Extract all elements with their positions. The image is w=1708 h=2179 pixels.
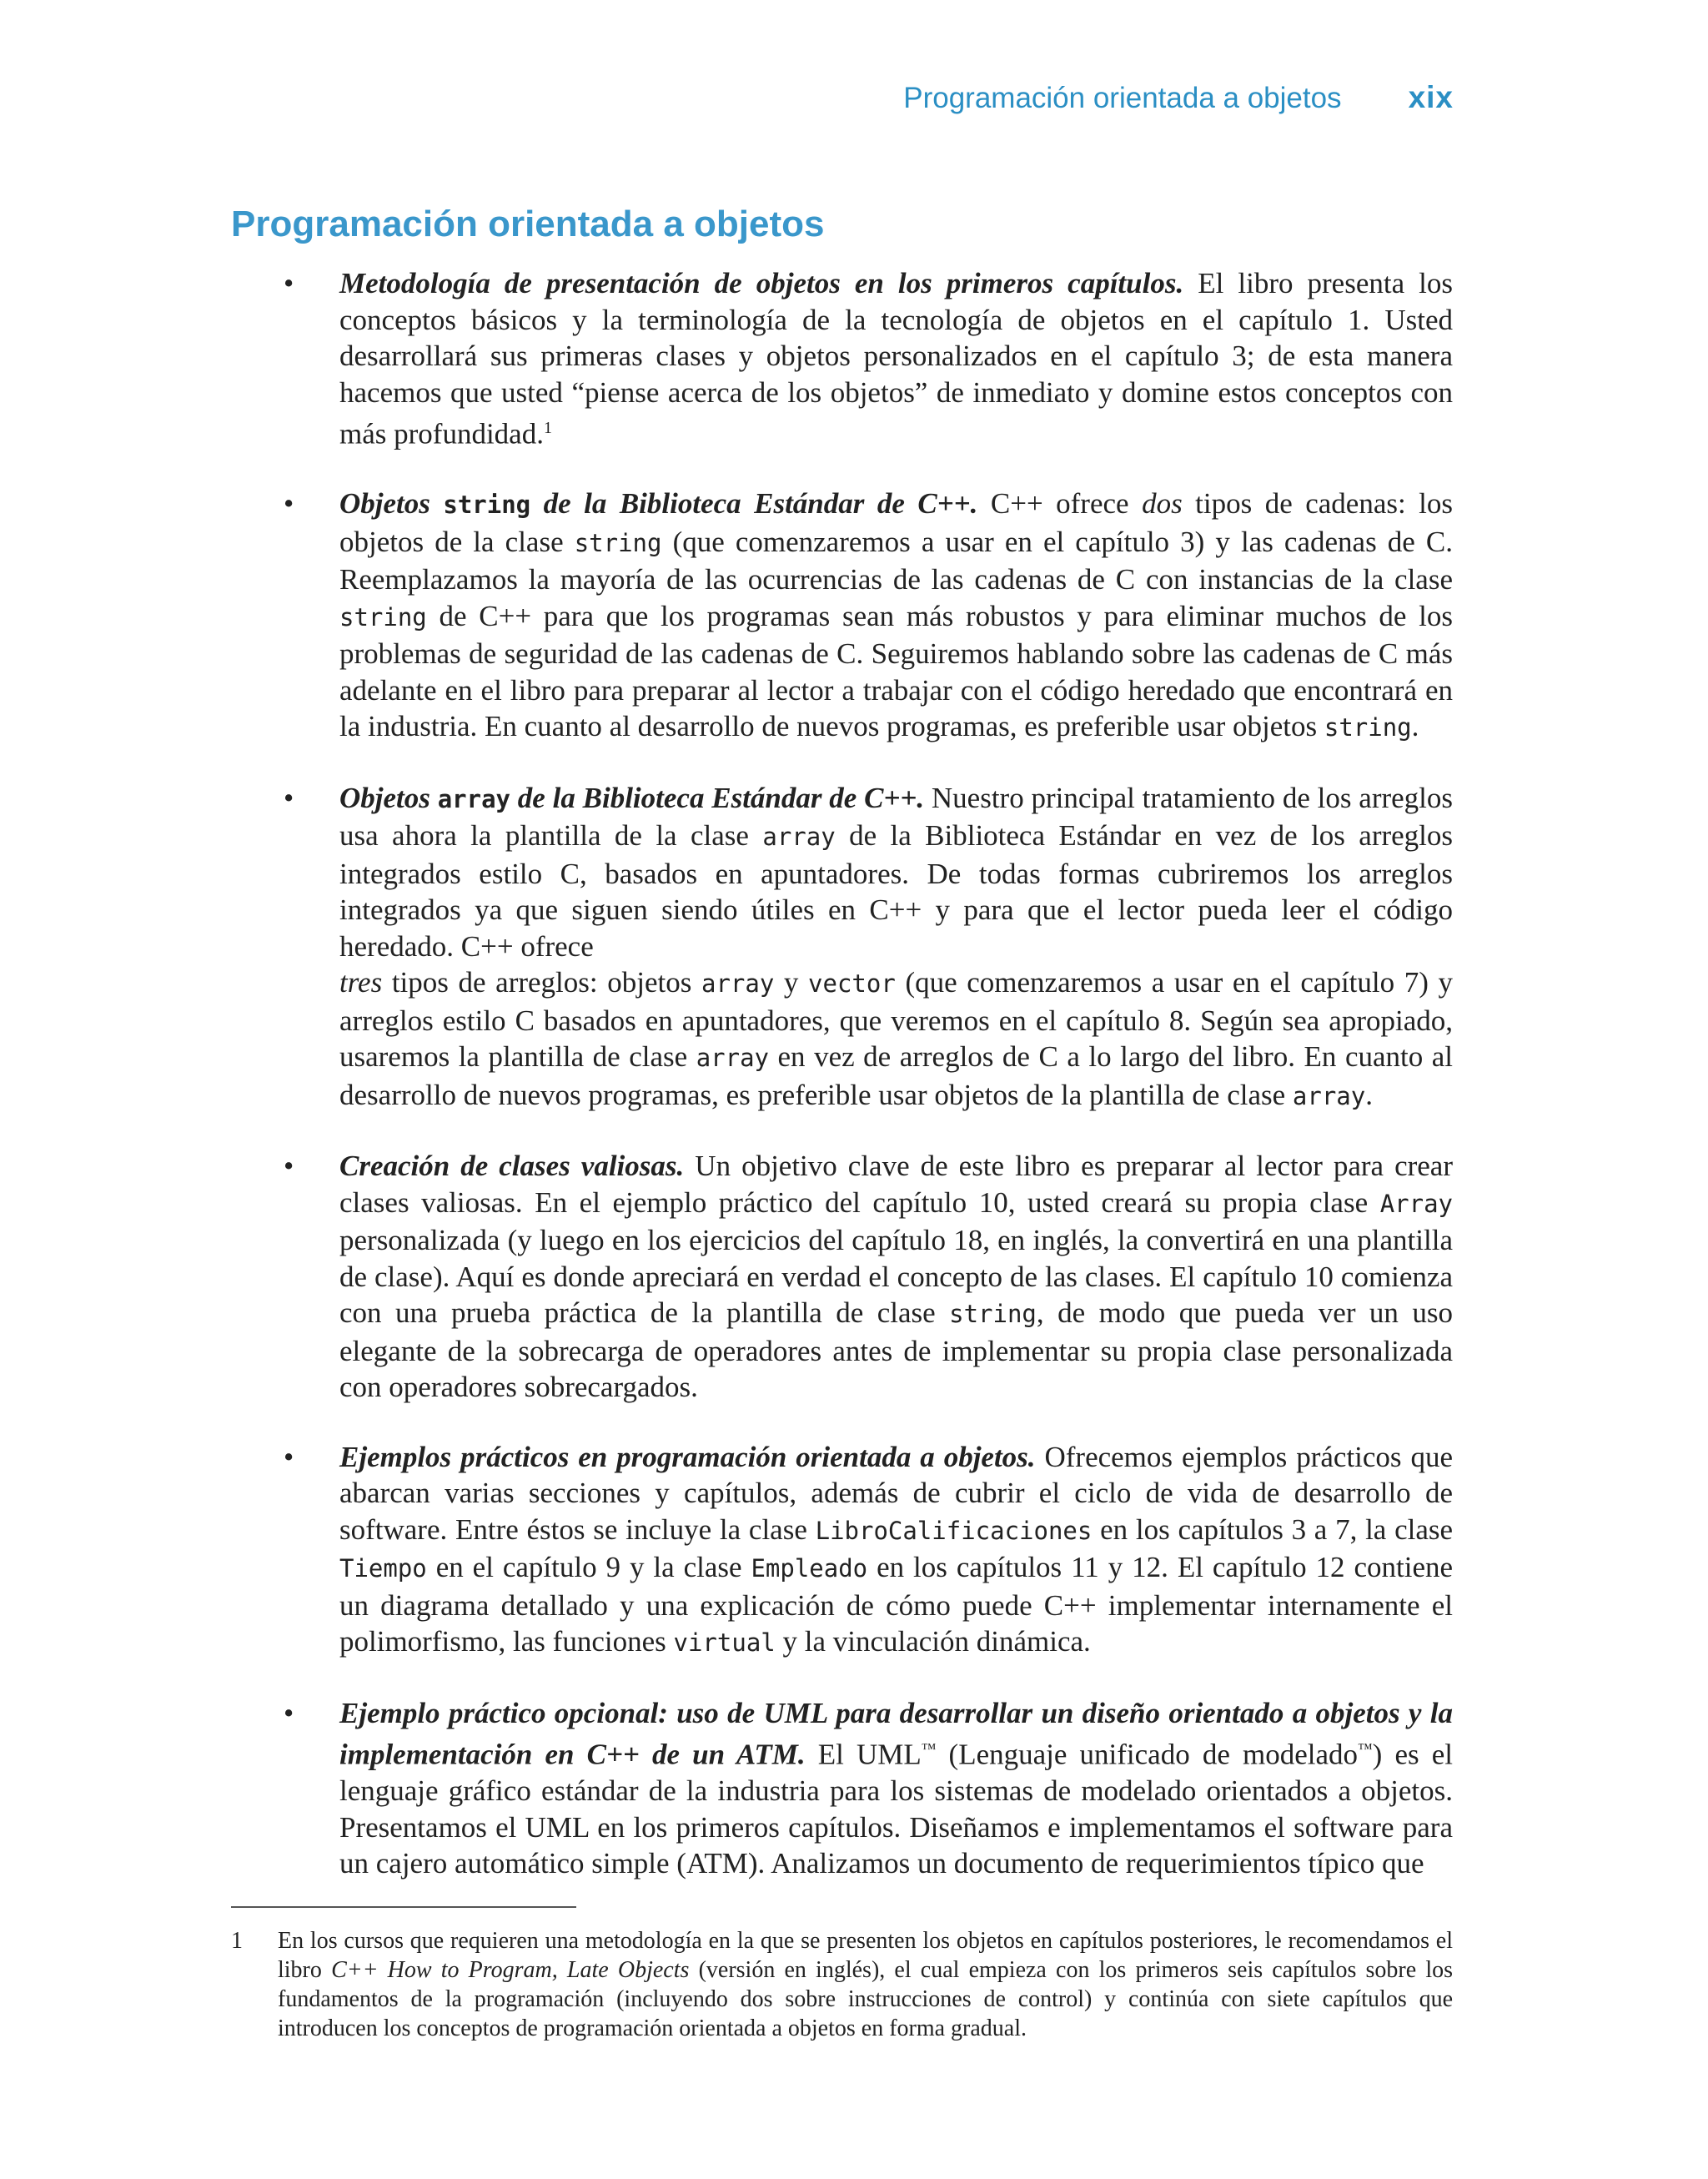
body-text: de la Biblioteca Estándar en vez de los arreglos integrados estilo C, basados en apuntadores. De todas formas cubriremos los arreglos integrados ya que siguen siendo útiles en C++ y para que el lector pueda leer el código heredado. C++ ofrece (339, 819, 1454, 963)
bullet-icon: • (284, 1150, 294, 1183)
footnote-reference[interactable]: 1 (543, 419, 552, 437)
body-text: en los capítulos 11 y 12. El capítulo 12 contiene un diagrama detallado y una explicación de cómo puede C++ implementar internamente el polimorfismo, las funciones (339, 1551, 1454, 1658)
inline-code: string (949, 1300, 1037, 1329)
footnote-body: En los cursos que requieren una metodología en la que se presenten los objetos en capítulos posteriores, le recomendamos el libro (278, 1928, 1453, 1983)
body-text: y la vinculación dinámica. (782, 1625, 1091, 1658)
lead-text: de la Biblioteca Estándar de C++. (543, 487, 978, 521)
footnote (231, 1926, 1453, 2043)
body-text: personalizada (y luego en los ejercicios del capítulo 18, en inglés, la convertirá en una plantilla de clase). Aquí es donde apreciará en verdad el concepto de las clases. El capítulo 10 comienza con una prueba práctica de la plantilla de clase (339, 1224, 1453, 1330)
body-text: en vez de arreglos de C a lo largo del libro. En cuanto al desarrollo de nuevos programas, es preferible usar objetos de la plantilla de clase (339, 1040, 1454, 1111)
footnote-body: (versión en inglés), el cual empieza con los primeros seis capítulos sobre los fundamentos de la programación (incluyendo dos sobre instrucciones de control) y continúa con siete capítulos que introducen los conceptos de programación orientada a objetos en forma gradual. (278, 1957, 1454, 2041)
list-item-valuable-classes (284, 1148, 1453, 1406)
body-text: , de modo que pueda ver un uso elegante de la sobrecarga de operadores antes de implementar su propia clase personalizada con operadores sobrecargados. (339, 1296, 1453, 1404)
inline-code: array (696, 1044, 769, 1073)
inline-code: vector (808, 969, 896, 999)
footnote-text (278, 1926, 1453, 2043)
inline-code: LibroCalificaciones (815, 1516, 1093, 1545)
book-title: C++ How to Program, Late Objects (331, 1957, 690, 1983)
list-item-lead: Ejemplo práctico opcional: uso de UML para desarrollar un diseño orientado a objetos y la implementación en C++ de un ATM. (339, 1696, 1453, 1771)
inline-code: Empleado (751, 1554, 868, 1583)
body-text: tipos de arreglos: objetos (391, 966, 692, 999)
trademark-symbol: ™ (1358, 1740, 1373, 1758)
body-text: ) es el lenguaje gráfico estándar de la industria para los sistemas de modelado orientados a objetos. Presentamos el UML en los primeros capítulos. Diseñamos e implementamos el software para un cajero automático simple (ATM). Analizamos un documento de requerimientos típico que (339, 1738, 1454, 1880)
lead-code: string (443, 491, 531, 520)
bullet-icon: • (284, 1696, 294, 1729)
body-text: tipos de cadenas: los objetos de la clase (339, 487, 1454, 558)
inline-code: Array (1379, 1189, 1454, 1218)
list-item-body: El libro presenta los conceptos básicos y la terminología de la tecnología de objetos en el capítulo 1. Usted desarrollará sus primeras clases y objetos personalizados en el capítulo 3; de esta manera hacemos que usted “piense acerca de los objetos” de inmediato y domine estos conceptos con más profundidad. (339, 267, 1453, 450)
bullet-icon: • (284, 487, 294, 521)
body-text: C++ ofrece (990, 487, 1129, 521)
list-item-object-methodology (284, 265, 1453, 452)
body-text: (que comenzaremos a usar en el capítulo 7) y arreglos estilo C basados en apuntadores, que veremos en el capítulo 8. Según sea apropiado, usaremos la plantilla de clase (339, 966, 1454, 1074)
section-title: Programación orientada a objetos (231, 204, 825, 244)
emphasis-text: tres (339, 966, 383, 999)
list-item-lead: Ejemplos prácticos en programación orientada a objetos. (339, 1440, 1036, 1473)
lead-text: Objetos (339, 781, 430, 814)
body-text: y (783, 966, 799, 999)
inline-code: array (1292, 1081, 1366, 1110)
body-text: (que comenzaremos a usar en el capítulo 3) y las cadenas de C. Reemplazamos la mayoría de las ocurrencias de las cadenas de C con instancias de la clase (339, 525, 1453, 596)
body-text: en los capítulos 3 a 7, la clase (1100, 1512, 1454, 1546)
lead-text: de la Biblioteca Estándar de C++. (517, 781, 925, 814)
body-text: Nuestro principal tratamiento de los arreglos usa ahora la plantilla de la clase (339, 781, 1454, 853)
footnote-divider (231, 1906, 576, 1908)
lead-text: Objetos (339, 487, 430, 521)
body-text: en el capítulo 9 y la clase (435, 1551, 742, 1584)
footnote-number: 1 (231, 1928, 243, 1954)
inline-code: array (762, 823, 836, 852)
inline-code: virtual (673, 1628, 776, 1658)
list-item-lead: Metodología de presentación de objetos en los primeros capítulos. (339, 267, 1184, 299)
list-item-text (339, 1695, 1453, 1882)
inline-code: string (339, 602, 427, 632)
emphasis-text: dos (1142, 487, 1183, 521)
bullet-icon: • (284, 267, 294, 299)
body-text: Ofrecemos ejemplos prácticos que abarcan varias secciones y capítulos, además de cubrir el ciclo de vida de desarrollo de software. Entre éstos se incluye la clase (339, 1440, 1454, 1546)
running-header (903, 80, 1454, 115)
list-item-array-objects (284, 780, 1453, 1115)
inline-code: Tiempo (339, 1554, 427, 1583)
inline-code: string (574, 528, 662, 557)
list-item-text (339, 1148, 1453, 1406)
body-text: . (1365, 1078, 1373, 1111)
list-item-text (339, 265, 1453, 452)
inline-code: string (1324, 713, 1412, 742)
feature-list (284, 265, 1453, 1915)
body-text: . (1411, 710, 1419, 743)
list-item-text (339, 1439, 1453, 1662)
list-item-oop-case-studies (284, 1439, 1453, 1662)
list-item-string-objects (284, 486, 1453, 747)
bullet-icon: • (284, 781, 294, 814)
lead-code: array (437, 784, 510, 813)
list-item-lead: Creación de clases valiosas. (339, 1150, 685, 1183)
body-text: El UML (817, 1738, 922, 1771)
body-text: (Lenguaje unificado de modelado (948, 1738, 1359, 1771)
page-number: xix (1408, 80, 1454, 114)
trademark-symbol: ™ (921, 1740, 937, 1758)
list-item-text (339, 780, 1453, 1115)
inline-code: array (701, 969, 775, 999)
running-title: Programación orientada a objetos (903, 82, 1342, 114)
bullet-icon: • (284, 1440, 294, 1473)
list-item-lead (339, 782, 924, 814)
list-item-lead (339, 487, 977, 520)
list-item-text (339, 486, 1453, 747)
body-text: Un objetivo clave de este libro es preparar al lector para crear clases valiosas. En el ejemplo práctico del capítulo 10, usted creará su propia clase (339, 1150, 1453, 1219)
list-item-uml-atm-case-study (284, 1695, 1453, 1882)
body-text: de C++ para que los programas sean más robustos y para eliminar muchos de los problemas de seguridad de las cadenas de C. Seguiremos hablando sobre las cadenas de C más adelante en el libro para preparar al lector a trabajar con el código heredado que encontrará en la industria. En cuanto al desarrollo de nuevos programas, es preferible usar objetos (339, 599, 1453, 743)
